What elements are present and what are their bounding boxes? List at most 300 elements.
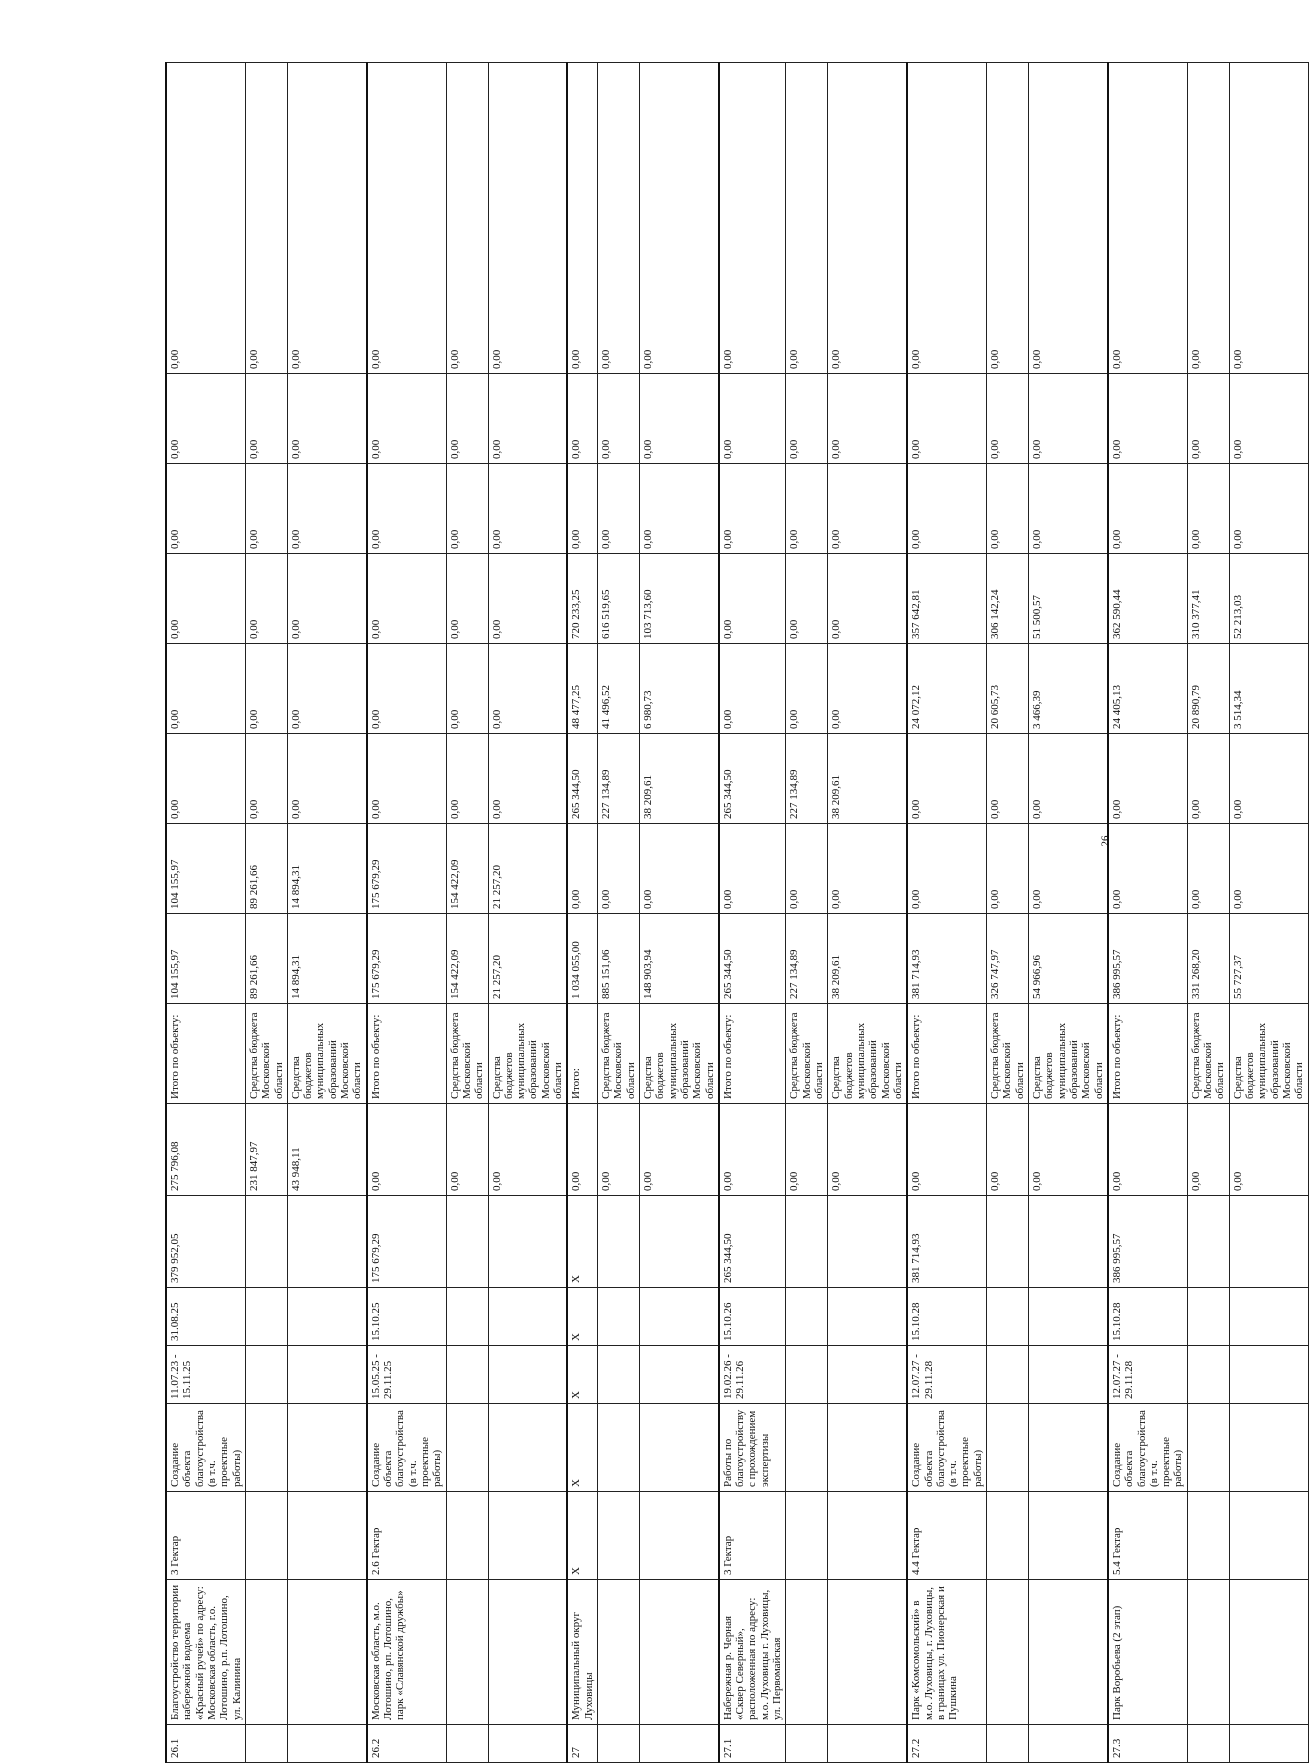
table-cell bbox=[828, 1404, 907, 1492]
table-cell: 0,00 bbox=[1029, 1104, 1108, 1196]
table-row bbox=[639, 63, 718, 1763]
table-cell bbox=[828, 1492, 907, 1580]
table-cell bbox=[287, 1346, 366, 1404]
table-cell: 0,00 bbox=[287, 63, 366, 374]
table-cell: 27 bbox=[567, 1725, 597, 1763]
table-cell: 0,00 bbox=[639, 1104, 718, 1196]
table-cell: 0,00 bbox=[488, 734, 567, 824]
table-cell bbox=[987, 1196, 1029, 1288]
table-cell bbox=[598, 1288, 640, 1346]
table-cell: 386 995,57 bbox=[1108, 914, 1187, 1004]
table-cell: 0,00 bbox=[907, 824, 986, 914]
table-cell: 0,00 bbox=[488, 374, 567, 464]
table-cell: 227 134,89 bbox=[786, 734, 828, 824]
table-cell: 0,00 bbox=[786, 374, 828, 464]
table-cell: 0,00 bbox=[287, 464, 366, 554]
table-cell bbox=[987, 1288, 1029, 1346]
table-cell: 154 422,09 bbox=[446, 914, 488, 1004]
table-cell: 0,00 bbox=[1187, 464, 1229, 554]
table-cell: 0,00 bbox=[166, 644, 245, 734]
table-cell: 0,00 bbox=[567, 63, 597, 374]
table-cell bbox=[446, 1725, 488, 1763]
table-cell: Средства бюджета Московской области bbox=[786, 1004, 828, 1104]
table-row bbox=[907, 63, 986, 1763]
table-cell: 0,00 bbox=[719, 1104, 786, 1196]
table-cell: 265 344,50 bbox=[719, 914, 786, 1004]
table-cell: 11.07.23 - 15.11.25 bbox=[166, 1346, 245, 1404]
table-cell bbox=[1229, 1346, 1308, 1404]
table-cell: 362 590,44 bbox=[1108, 554, 1187, 644]
table-cell: 0,00 bbox=[446, 63, 488, 374]
table-cell bbox=[639, 1346, 718, 1404]
table-cell: 0,00 bbox=[1108, 824, 1187, 914]
table-cell: 0,00 bbox=[1229, 824, 1308, 914]
table-cell: 357 642,81 bbox=[907, 554, 986, 644]
table-cell: 0,00 bbox=[907, 63, 986, 374]
table-cell: 0,00 bbox=[907, 374, 986, 464]
table-cell: 0,00 bbox=[1229, 63, 1308, 374]
table-cell: 0,00 bbox=[1229, 374, 1308, 464]
table-cell: 0,00 bbox=[987, 824, 1029, 914]
table-cell: 0,00 bbox=[719, 554, 786, 644]
table-cell: 0,00 bbox=[907, 1104, 986, 1196]
table-cell: 0,00 bbox=[446, 374, 488, 464]
table-cell bbox=[1029, 1580, 1108, 1725]
table-cell: 0,00 bbox=[828, 1104, 907, 1196]
table-cell: 0,00 bbox=[1187, 734, 1229, 824]
table-cell: 0,00 bbox=[287, 374, 366, 464]
table-cell: 89 261,66 bbox=[245, 914, 287, 1004]
table-cell: X bbox=[567, 1492, 597, 1580]
table-cell bbox=[639, 1492, 718, 1580]
table-cell: 616 519,65 bbox=[598, 554, 640, 644]
table-cell: 0,00 bbox=[987, 1104, 1029, 1196]
table-cell: Муниципальный округ Луховицы bbox=[567, 1580, 597, 1725]
table-cell: Средства бюджета Московской области bbox=[446, 1004, 488, 1104]
table-cell bbox=[639, 1288, 718, 1346]
table-cell: 0,00 bbox=[1108, 734, 1187, 824]
table-cell bbox=[1029, 1346, 1108, 1404]
table-cell bbox=[786, 1492, 828, 1580]
table-cell: X bbox=[567, 1196, 597, 1288]
table-cell: 0,00 bbox=[987, 464, 1029, 554]
table-cell: 0,00 bbox=[567, 374, 597, 464]
table-cell bbox=[786, 1196, 828, 1288]
table-cell bbox=[786, 1404, 828, 1492]
table-cell: 0,00 bbox=[1029, 734, 1108, 824]
table-row bbox=[567, 63, 597, 1763]
table-row bbox=[786, 63, 828, 1763]
table-cell: Средства бюджета Московской области bbox=[1187, 1004, 1229, 1104]
table-cell: 0,00 bbox=[367, 464, 446, 554]
table-row bbox=[1187, 63, 1229, 1763]
table-row bbox=[446, 63, 488, 1763]
table-cell: Итого по объекту: bbox=[166, 1004, 245, 1104]
table-cell: 0,00 bbox=[1108, 464, 1187, 554]
table-cell: 720 233,25 bbox=[567, 554, 597, 644]
table-cell: 0,00 bbox=[786, 464, 828, 554]
table-cell: Итого по объекту: bbox=[1108, 1004, 1187, 1104]
table-cell bbox=[598, 1196, 640, 1288]
table-cell bbox=[287, 1725, 366, 1763]
table-cell: Средства бюджетов муниципальных образований Московской области bbox=[287, 1004, 366, 1104]
table-cell bbox=[488, 1404, 567, 1492]
table-cell bbox=[828, 1288, 907, 1346]
table-cell bbox=[488, 1346, 567, 1404]
table-cell: 26.1 bbox=[166, 1725, 245, 1763]
table-body bbox=[166, 63, 1308, 1763]
table-cell: 27.3 bbox=[1108, 1725, 1187, 1763]
table-cell bbox=[1187, 1492, 1229, 1580]
table-cell bbox=[446, 1196, 488, 1288]
table-cell bbox=[287, 1580, 366, 1725]
table-cell: 0,00 bbox=[446, 464, 488, 554]
table-cell: Средства бюджетов муниципальных образований Московской области bbox=[639, 1004, 718, 1104]
table-cell bbox=[786, 1725, 828, 1763]
table-cell bbox=[1187, 1346, 1229, 1404]
table-cell: 0,00 bbox=[1108, 63, 1187, 374]
table-cell bbox=[1229, 1404, 1308, 1492]
table-cell: 31.08.25 bbox=[166, 1288, 245, 1346]
table-cell: 386 995,57 bbox=[1108, 1196, 1187, 1288]
table-cell bbox=[1187, 1580, 1229, 1725]
table-cell: 0,00 bbox=[987, 734, 1029, 824]
table-cell: 0,00 bbox=[987, 63, 1029, 374]
table-cell: 3 466,39 bbox=[1029, 644, 1108, 734]
table-cell bbox=[639, 1196, 718, 1288]
table-cell: 0,00 bbox=[287, 734, 366, 824]
table-cell bbox=[828, 1725, 907, 1763]
table-cell: 0,00 bbox=[639, 374, 718, 464]
table-cell: X bbox=[567, 1346, 597, 1404]
table-cell: 175 679,29 bbox=[367, 1196, 446, 1288]
table-cell: 0,00 bbox=[786, 824, 828, 914]
table-cell bbox=[287, 1288, 366, 1346]
table-cell bbox=[245, 1196, 287, 1288]
table-row bbox=[166, 63, 245, 1763]
table-cell: 0,00 bbox=[287, 644, 366, 734]
table-cell: Итого по объекту: bbox=[719, 1004, 786, 1104]
table-cell: 0,00 bbox=[828, 824, 907, 914]
table-cell: 0,00 bbox=[1029, 464, 1108, 554]
table-cell bbox=[1187, 1288, 1229, 1346]
table-cell: 0,00 bbox=[367, 644, 446, 734]
table-cell: 12.07.27 - 29.11.28 bbox=[907, 1346, 986, 1404]
table-row bbox=[1108, 63, 1187, 1763]
table-cell: 0,00 bbox=[1229, 1104, 1308, 1196]
table-cell: 0,00 bbox=[446, 644, 488, 734]
table-cell bbox=[987, 1346, 1029, 1404]
table-cell: Итого: bbox=[567, 1004, 597, 1104]
table-cell: 0,00 bbox=[245, 554, 287, 644]
table-cell: Создание объекта благоустройства (в т.ч. проектные работы) bbox=[1108, 1404, 1187, 1492]
table-row bbox=[1229, 63, 1308, 1763]
table-cell: Работы по благоустройству с прохождением экспертизы bbox=[719, 1404, 786, 1492]
table-cell bbox=[828, 1196, 907, 1288]
table-cell bbox=[786, 1580, 828, 1725]
table-cell: 175 679,29 bbox=[367, 824, 446, 914]
table-cell: 381 714,93 bbox=[907, 914, 986, 1004]
table-cell: 227 134,89 bbox=[786, 914, 828, 1004]
table-cell: 38 209,61 bbox=[828, 734, 907, 824]
table-cell: 0,00 bbox=[166, 734, 245, 824]
table-cell: 227 134,89 bbox=[598, 734, 640, 824]
table-cell: Создание объекта благоустройства (в т.ч. проектные работы) bbox=[166, 1404, 245, 1492]
table-cell bbox=[786, 1288, 828, 1346]
table-cell: 24 405,13 bbox=[1108, 644, 1187, 734]
table-cell: 0,00 bbox=[598, 1104, 640, 1196]
table-cell: 104 155,97 bbox=[166, 824, 245, 914]
table-cell: 265 344,50 bbox=[567, 734, 597, 824]
table-cell: Итого по объекту: bbox=[367, 1004, 446, 1104]
table-cell bbox=[245, 1288, 287, 1346]
table-cell bbox=[987, 1492, 1029, 1580]
table-cell: 0,00 bbox=[1108, 374, 1187, 464]
table-cell: X bbox=[567, 1288, 597, 1346]
table-cell bbox=[245, 1404, 287, 1492]
table-cell: 55 727,37 bbox=[1229, 914, 1308, 1004]
table-cell: Создание объекта благоустройства (в т.ч. проектные работы) bbox=[367, 1404, 446, 1492]
table-cell bbox=[446, 1288, 488, 1346]
table-cell bbox=[987, 1725, 1029, 1763]
table-cell: 15.05.25 - 29.11.25 bbox=[367, 1346, 446, 1404]
table-cell: Средства бюджетов муниципальных образований Московской области bbox=[828, 1004, 907, 1104]
table-cell: 27.1 bbox=[719, 1725, 786, 1763]
table-cell: 26.2 bbox=[367, 1725, 446, 1763]
table-cell bbox=[1187, 1725, 1229, 1763]
table-cell: 0,00 bbox=[639, 464, 718, 554]
table-cell: 0,00 bbox=[1029, 824, 1108, 914]
table-cell: 41 496,52 bbox=[598, 644, 640, 734]
table-cell bbox=[598, 1492, 640, 1580]
table-cell: 0,00 bbox=[488, 1104, 567, 1196]
table-row bbox=[245, 63, 287, 1763]
table-cell: 12.07.27 - 29.11.28 bbox=[1108, 1346, 1187, 1404]
table-cell: 0,00 bbox=[488, 554, 567, 644]
table-cell: 54 966,96 bbox=[1029, 914, 1108, 1004]
table-cell bbox=[1187, 1196, 1229, 1288]
table-cell bbox=[287, 1404, 366, 1492]
table-cell: 0,00 bbox=[166, 63, 245, 374]
table-cell: 0,00 bbox=[567, 1104, 597, 1196]
table-cell: 0,00 bbox=[488, 63, 567, 374]
table-cell: Средства бюджета Московской области bbox=[987, 1004, 1029, 1104]
table-cell: 0,00 bbox=[1029, 374, 1108, 464]
table-cell: 0,00 bbox=[488, 644, 567, 734]
page-number: 26 bbox=[1099, 835, 1112, 847]
table-cell: 0,00 bbox=[907, 734, 986, 824]
table-cell: 5.4 Гектар bbox=[1108, 1492, 1187, 1580]
table-cell: 0,00 bbox=[598, 824, 640, 914]
table-cell: 0,00 bbox=[639, 63, 718, 374]
table-cell: 310 377,41 bbox=[1187, 554, 1229, 644]
table-cell: Средства бюджетов муниципальных образований Московской области bbox=[1229, 1004, 1308, 1104]
table-cell: 3 Гектар bbox=[166, 1492, 245, 1580]
table-cell: 14 894,31 bbox=[287, 824, 366, 914]
table-cell: 0,00 bbox=[786, 1104, 828, 1196]
table-cell: 0,00 bbox=[245, 734, 287, 824]
table-cell bbox=[245, 1725, 287, 1763]
table-cell: 0,00 bbox=[598, 63, 640, 374]
table-cell: 1 034 055,00 bbox=[567, 914, 597, 1004]
table-cell: 15.10.28 bbox=[1108, 1288, 1187, 1346]
table-cell bbox=[245, 1580, 287, 1725]
table-cell: 2.6 Гектар bbox=[367, 1492, 446, 1580]
table-cell: 0,00 bbox=[367, 1104, 446, 1196]
table-cell: 4.4 Гектар bbox=[907, 1492, 986, 1580]
table-cell bbox=[639, 1580, 718, 1725]
table-cell: 20 890,79 bbox=[1187, 644, 1229, 734]
table-cell: 306 142,24 bbox=[987, 554, 1029, 644]
table-cell bbox=[446, 1580, 488, 1725]
table-cell: 0,00 bbox=[907, 464, 986, 554]
table-cell bbox=[1029, 1725, 1108, 1763]
table-cell: 20 605,73 bbox=[987, 644, 1029, 734]
table-cell bbox=[1229, 1288, 1308, 1346]
table-cell: 265 344,50 bbox=[719, 734, 786, 824]
table-cell: 0,00 bbox=[367, 554, 446, 644]
table-cell: 0,00 bbox=[1229, 734, 1308, 824]
table-cell: Благоустройство территории набережной водоема «Красный ручей» по адресу: Московская область, г.о. Лотошино, р.п. Лотошино, ул. Калинина bbox=[166, 1580, 245, 1725]
table-row bbox=[488, 63, 567, 1763]
table-cell: 148 903,94 bbox=[639, 914, 718, 1004]
table-row bbox=[987, 63, 1029, 1763]
table-cell bbox=[598, 1404, 640, 1492]
table-cell: Средства бюджетов муниципальных образований Московской области bbox=[1029, 1004, 1108, 1104]
table-cell: 3 514,34 bbox=[1229, 644, 1308, 734]
table-cell: 24 072,12 bbox=[907, 644, 986, 734]
table-cell bbox=[488, 1288, 567, 1346]
table-cell: 0,00 bbox=[786, 63, 828, 374]
table-cell: 0,00 bbox=[719, 824, 786, 914]
table-cell: 0,00 bbox=[166, 374, 245, 464]
table-cell: 0,00 bbox=[166, 464, 245, 554]
table-cell: 0,00 bbox=[786, 644, 828, 734]
table-cell bbox=[488, 1725, 567, 1763]
table-cell: 0,00 bbox=[166, 554, 245, 644]
table-cell: 0,00 bbox=[245, 644, 287, 734]
table-cell: Итого по объекту: bbox=[907, 1004, 986, 1104]
table-cell bbox=[446, 1346, 488, 1404]
table-cell: 0,00 bbox=[1229, 464, 1308, 554]
table-cell: 0,00 bbox=[828, 374, 907, 464]
table-cell: 0,00 bbox=[719, 644, 786, 734]
table-cell: 19.02.26 - 29.11.26 bbox=[719, 1346, 786, 1404]
table-cell: Парк Воробьева (2 этап) bbox=[1108, 1580, 1187, 1725]
table-cell bbox=[987, 1580, 1029, 1725]
table-cell bbox=[598, 1725, 640, 1763]
table-cell bbox=[987, 1404, 1029, 1492]
table-cell bbox=[1029, 1404, 1108, 1492]
table-cell bbox=[639, 1404, 718, 1492]
table-cell: 15.10.28 bbox=[907, 1288, 986, 1346]
table-cell bbox=[1187, 1404, 1229, 1492]
table-cell: Московская область, м.о. Лотошино, рп. Лотошино, парк «Славянской дружбы» bbox=[367, 1580, 446, 1725]
table-cell bbox=[446, 1492, 488, 1580]
table-cell: Средства бюджетов муниципальных образований Московской области bbox=[488, 1004, 567, 1104]
table-cell: X bbox=[567, 1404, 597, 1492]
table-cell: 0,00 bbox=[598, 464, 640, 554]
financing-table bbox=[165, 62, 1309, 1763]
table-cell: 0,00 bbox=[446, 734, 488, 824]
table-cell bbox=[1029, 1196, 1108, 1288]
table-cell: 0,00 bbox=[245, 464, 287, 554]
table-cell bbox=[488, 1580, 567, 1725]
table-cell: 381 714,93 bbox=[907, 1196, 986, 1288]
table-cell: 0,00 bbox=[488, 464, 567, 554]
table-cell: 21 257,20 bbox=[488, 824, 567, 914]
table-cell: 0,00 bbox=[786, 554, 828, 644]
table-row bbox=[828, 63, 907, 1763]
table-cell: 15.10.25 bbox=[367, 1288, 446, 1346]
table-cell: 0,00 bbox=[828, 554, 907, 644]
table-row bbox=[287, 63, 366, 1763]
table-cell: 0,00 bbox=[639, 824, 718, 914]
table-cell: 0,00 bbox=[1029, 63, 1108, 374]
table-cell: 0,00 bbox=[828, 464, 907, 554]
table-cell: 175 679,29 bbox=[367, 914, 446, 1004]
table-cell: 104 155,97 bbox=[166, 914, 245, 1004]
table-cell: 0,00 bbox=[1108, 1104, 1187, 1196]
table-cell bbox=[598, 1346, 640, 1404]
table-row bbox=[367, 63, 446, 1763]
table-cell: 0,00 bbox=[367, 374, 446, 464]
table-cell: 3 Гектар bbox=[719, 1492, 786, 1580]
table-cell: Набережная р. Черная «Сквер Северный», расположенная по адресу: м.о. Луховицы г. Луховицы, ул. Первомайская bbox=[719, 1580, 786, 1725]
table-cell bbox=[287, 1196, 366, 1288]
table-cell bbox=[446, 1404, 488, 1492]
table-cell: 48 477,25 bbox=[567, 644, 597, 734]
table-cell bbox=[786, 1346, 828, 1404]
table-cell bbox=[1229, 1196, 1308, 1288]
table-cell: 265 344,50 bbox=[719, 1196, 786, 1288]
table-cell: 0,00 bbox=[245, 63, 287, 374]
table-cell: 103 713,60 bbox=[639, 554, 718, 644]
table-cell: 379 952,05 bbox=[166, 1196, 245, 1288]
table-cell bbox=[828, 1346, 907, 1404]
table-cell: 0,00 bbox=[1187, 824, 1229, 914]
table-cell: 0,00 bbox=[987, 374, 1029, 464]
table-cell: 0,00 bbox=[1187, 63, 1229, 374]
table-cell bbox=[488, 1492, 567, 1580]
table-cell: 0,00 bbox=[567, 824, 597, 914]
table-cell bbox=[1229, 1492, 1308, 1580]
table-cell: Парк «Комсомольский» в м.о. Луховицы, г. Луховицы, в границах ул. Пионерская и Пушкина bbox=[907, 1580, 986, 1725]
table-cell bbox=[1029, 1288, 1108, 1346]
table-row bbox=[719, 63, 786, 1763]
table-cell bbox=[1029, 1492, 1108, 1580]
table-cell bbox=[598, 1580, 640, 1725]
table-cell: 0,00 bbox=[828, 63, 907, 374]
table-cell bbox=[245, 1492, 287, 1580]
table-cell: 15.10.26 bbox=[719, 1288, 786, 1346]
table-cell: Средства бюджета Московской области bbox=[245, 1004, 287, 1104]
table-cell: 326 747,97 bbox=[987, 914, 1029, 1004]
table-cell: 27.2 bbox=[907, 1725, 986, 1763]
table-cell: 0,00 bbox=[367, 63, 446, 374]
table-row bbox=[1029, 63, 1108, 1763]
table-cell: 0,00 bbox=[1187, 1104, 1229, 1196]
table-cell: 331 268,20 bbox=[1187, 914, 1229, 1004]
table-cell: 0,00 bbox=[719, 464, 786, 554]
table-cell: 51 500,57 bbox=[1029, 554, 1108, 644]
table-cell: 0,00 bbox=[446, 554, 488, 644]
table-cell bbox=[245, 1346, 287, 1404]
table-cell bbox=[639, 1725, 718, 1763]
table-cell: 43 948,11 bbox=[287, 1104, 366, 1196]
table-cell bbox=[287, 1492, 366, 1580]
table-cell: 885 151,06 bbox=[598, 914, 640, 1004]
